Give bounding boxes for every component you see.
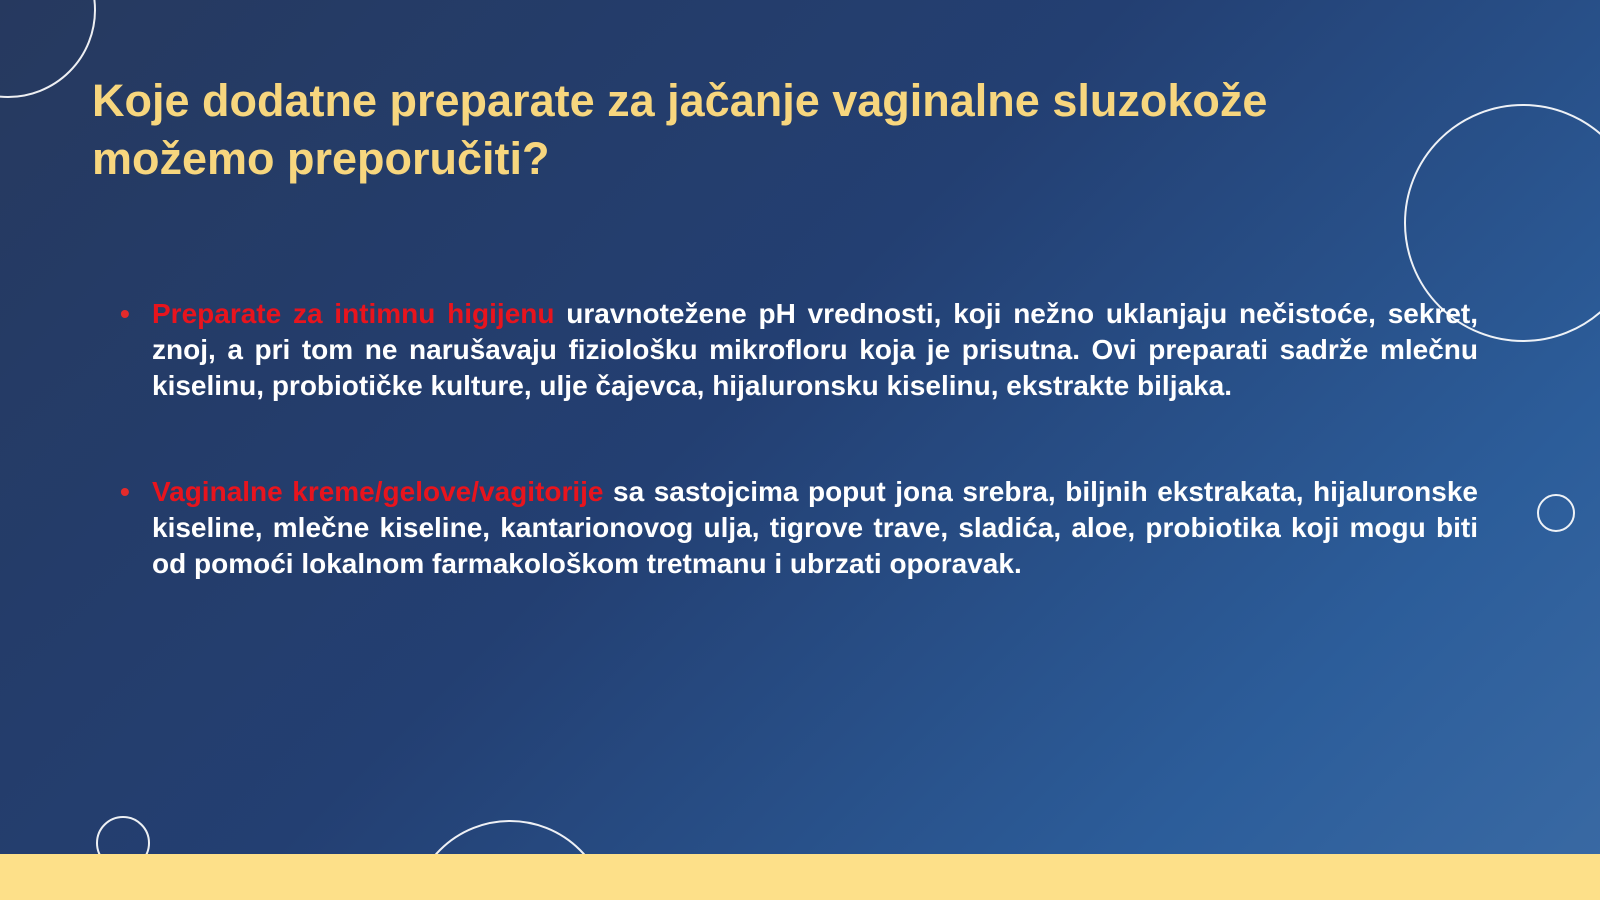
slide-title: Koje dodatne preparate za jačanje vaginalne sluzokože možemo preporučiti? [92, 75, 1268, 184]
bullet-dot-icon: • [120, 476, 130, 507]
bullet-dot-icon: • [120, 298, 130, 329]
bullet-text: sa sastojcima poput jona srebra, biljnih ekstrakata, hijaluronske kiseline, mlečne kiseline, kantarionovog ulja, tigrove trave, sladića, aloe, probiotika koji mogu biti od pomoći lokalnom farmakološkom tretmanu i ubrzati oporavak. [152, 476, 1478, 579]
decorative-circle [0, 0, 96, 98]
footer-band [0, 854, 1600, 900]
bullet-text: uravnotežene pH vrednosti, koji nežno uklanjaju nečistoće, sekret, znoj, a pri tom ne narušavaju fiziološku mikrofloru koja je prisutna. Ovi preparati sadrže mlečnu kiselinu, probiotičke kulture, ulje čajevca, hijaluronsku kiselinu, ekstrakte biljaka. [152, 298, 1478, 401]
bullet-item [120, 474, 1478, 582]
bullet-item [120, 296, 1478, 404]
bullet-highlight: Preparate za intimnu higijenu [152, 298, 555, 329]
decorative-circle [1537, 494, 1575, 532]
bullet-highlight: Vaginalne kreme/gelove/vagitorije [152, 476, 604, 507]
bullet-list [120, 296, 1478, 582]
